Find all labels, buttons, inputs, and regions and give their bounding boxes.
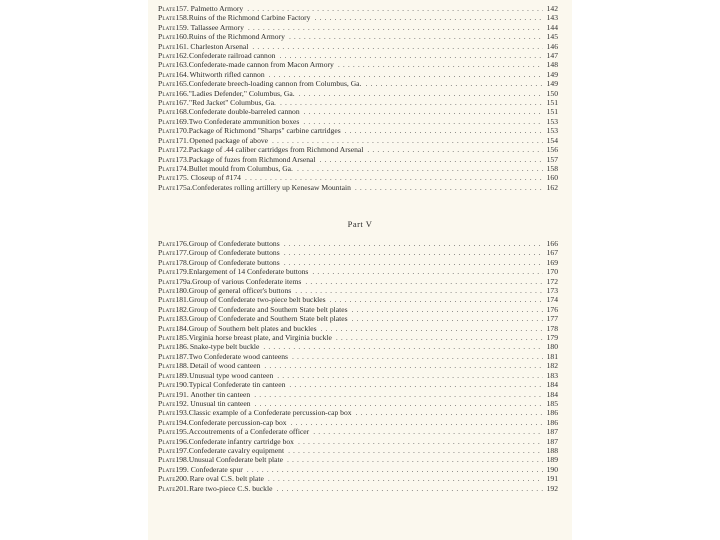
- plate-number: 184.: [175, 323, 189, 333]
- plate-entry: [158, 51, 558, 60]
- plate-number: 189.: [175, 370, 189, 380]
- plate-title: Palmetto Armory: [190, 4, 244, 13]
- plate-label: Plate: [158, 455, 176, 465]
- plate-label: Plate: [158, 107, 176, 117]
- plate-number: 159.: [175, 22, 189, 32]
- dot-leader: [284, 258, 543, 267]
- dot-leader: [338, 60, 543, 69]
- plate-number: 185.: [175, 333, 189, 343]
- dot-leader: [352, 314, 543, 323]
- plate-title: Package of fuzes from Richmond Arsenal: [188, 154, 316, 164]
- plate-entry: [158, 342, 558, 351]
- plate-number: 186.: [175, 342, 189, 352]
- plate-label: Plate: [158, 4, 176, 13]
- plate-title: Confederate percussion-cap box: [188, 417, 287, 427]
- plate-title: Confederate cavalry equipment: [188, 445, 285, 455]
- plate-title: Confederate double-barreled cannon: [188, 107, 300, 117]
- plate-title: Unusual tin canteen: [190, 398, 251, 408]
- plate-label: Plate: [158, 60, 176, 70]
- plate-title: Group of various Confederate items: [192, 276, 302, 286]
- page-number: 148: [546, 60, 558, 70]
- plate-label: Plate: [158, 79, 176, 89]
- plate-entry: [158, 352, 558, 361]
- plate-label: Plate: [158, 436, 176, 446]
- plate-title: "Ladies Defender," Columbus, Ga.: [188, 88, 295, 98]
- plate-label: Plate: [158, 116, 176, 126]
- page-number: 184: [546, 380, 558, 390]
- page-number: 187: [546, 436, 558, 446]
- plate-title: Virginia horse breast plate, and Virginia buckle: [188, 333, 332, 343]
- plate-title: Confederate railroad cannon: [189, 51, 276, 61]
- plate-label: Plate: [158, 88, 176, 98]
- plate-entry: [158, 32, 558, 41]
- plate-number: 187.: [175, 351, 189, 361]
- plate-title: Confederate-made cannon from Macon Armory: [188, 60, 334, 70]
- page-number: 174: [546, 295, 558, 305]
- plate-number: 195.: [175, 427, 189, 437]
- dot-leader: [356, 408, 543, 417]
- page-number: 176: [546, 304, 558, 314]
- plate-number: 177.: [175, 248, 189, 258]
- part-heading: Part V: [347, 219, 373, 229]
- plate-entry: [158, 446, 558, 455]
- dot-leader: [355, 183, 543, 192]
- plate-number: 183.: [175, 314, 189, 324]
- dot-leader: [367, 145, 542, 154]
- plate-title: Snake-type belt buckle: [189, 342, 260, 352]
- plate-label: Plate: [158, 464, 176, 474]
- dot-leader: [279, 51, 542, 60]
- plate-number: 166.: [175, 88, 189, 98]
- dot-leader: [247, 465, 543, 474]
- page-number: 153: [546, 116, 558, 126]
- dot-leader: [288, 446, 543, 455]
- dot-leader: [336, 333, 543, 342]
- plate-number: 182.: [175, 304, 189, 314]
- plate-entry: [158, 455, 558, 464]
- plate-entry: [158, 79, 558, 88]
- plate-entry: [158, 484, 558, 493]
- dot-leader: [276, 484, 542, 493]
- plate-title: Group of Confederate and Southern State belt plates: [188, 314, 348, 324]
- page-number: 170: [546, 267, 558, 277]
- plate-number: 179a.: [175, 276, 193, 286]
- plate-number: 176.: [175, 239, 189, 248]
- dot-leader: [245, 173, 543, 182]
- plate-entry: [158, 314, 558, 323]
- plate-entry: [158, 4, 558, 13]
- plate-entry: [158, 286, 558, 295]
- page-number: 151: [546, 107, 558, 117]
- plate-number: 165.: [175, 79, 189, 89]
- dot-leader: [330, 295, 543, 304]
- plate-title: Group of Confederate two-piece belt buckles: [188, 295, 326, 305]
- dot-leader: [314, 13, 542, 22]
- plate-title: Opened package of above: [189, 135, 269, 145]
- plate-number: 188.: [175, 361, 189, 371]
- plate-label: Plate: [158, 351, 176, 361]
- page-number: 188: [546, 445, 558, 455]
- plate-title: Group of Confederate buttons: [188, 248, 280, 258]
- plate-label: Plate: [158, 126, 176, 136]
- dot-leader: [255, 399, 543, 408]
- page-number: 179: [546, 333, 558, 343]
- plate-number: 179.: [175, 267, 189, 277]
- plate-title: Two Confederate ammunition boxes: [188, 116, 300, 126]
- plate-title: Group of Southern belt plates and buckles: [188, 323, 317, 333]
- plate-entry: [158, 437, 558, 446]
- plate-title: Charleston Arsenal: [190, 41, 249, 51]
- plate-number: 178.: [175, 257, 189, 267]
- dot-leader: [352, 305, 543, 314]
- plate-title: Ruins of the Richmond Carbine Factory: [188, 13, 311, 23]
- plate-title: Bullet mould from Columbus, Ga.: [188, 163, 293, 173]
- page-number: 144: [546, 22, 558, 32]
- page-number: 154: [546, 135, 558, 145]
- plate-title: Whitworth rifled cannon: [189, 69, 265, 79]
- plate-entry: [158, 145, 558, 154]
- plate-number: 157.: [175, 4, 189, 13]
- plate-entry: [158, 371, 558, 380]
- page-number: 149: [546, 79, 558, 89]
- plate-title: Ruins of the Richmond Armory: [188, 32, 285, 42]
- page-number: 178: [546, 323, 558, 333]
- dot-leader: [295, 286, 542, 295]
- plate-title: Confederate spur: [190, 464, 243, 474]
- plate-entry: [158, 390, 558, 399]
- plate-label: Plate: [158, 474, 176, 484]
- plate-label: Plate: [158, 32, 176, 42]
- plate-entry: [158, 173, 558, 182]
- page-number: 151: [546, 98, 558, 108]
- plate-entry: [158, 418, 558, 427]
- dot-leader: [280, 98, 543, 107]
- plate-number: 192.: [175, 398, 189, 408]
- page-number: 169: [546, 257, 558, 267]
- plate-label: Plate: [158, 417, 176, 427]
- page-number: 177: [546, 314, 558, 324]
- plate-title: Two Confederate wood canteens: [188, 351, 288, 361]
- plate-label: Plate: [158, 370, 176, 380]
- plate-title: Another tin canteen: [190, 389, 251, 399]
- book-page: [148, 0, 572, 540]
- plate-entry: [158, 13, 558, 22]
- plate-label: Plate: [158, 51, 176, 61]
- plate-number: 163.: [175, 60, 189, 70]
- page-number: 158: [546, 163, 558, 173]
- plate-number: 158.: [175, 13, 189, 23]
- plate-title: Package of Richmond "Sharps" carbine cartridges: [188, 126, 341, 136]
- plate-entry: [158, 183, 558, 192]
- plate-label: Plate: [158, 304, 176, 314]
- plate-title: Confederates rolling artillery up Kenesaw Mountain: [192, 182, 351, 192]
- dot-leader: [298, 437, 543, 446]
- plate-entry: [158, 380, 558, 389]
- dot-leader: [269, 70, 543, 79]
- plate-number: 169.: [175, 116, 189, 126]
- plate-number: 201.: [175, 483, 189, 493]
- plate-entry: [158, 107, 558, 116]
- plate-label: Plate: [158, 408, 176, 418]
- plate-label: Plate: [158, 154, 176, 164]
- dot-leader: [289, 32, 543, 41]
- plate-label: Plate: [158, 145, 176, 155]
- dot-leader: [254, 390, 542, 399]
- plate-entry: [158, 155, 558, 164]
- dot-leader: [321, 324, 543, 333]
- plate-label: Plate: [158, 98, 176, 108]
- plate-entry: [158, 277, 558, 286]
- plate-entry: [158, 399, 558, 408]
- plate-number: 167.: [175, 98, 189, 108]
- dot-leader: [287, 455, 543, 464]
- plate-entry: [158, 408, 558, 417]
- plate-label: Plate: [158, 163, 176, 173]
- page-number: 149: [546, 69, 558, 79]
- plate-list-part-v: [158, 239, 558, 493]
- dot-leader: [304, 107, 543, 116]
- dot-leader: [292, 352, 543, 361]
- dot-leader: [284, 248, 543, 257]
- plate-number: 194.: [175, 417, 189, 427]
- plate-title: Confederate breech-loading cannon from Columbus, Ga.: [188, 79, 362, 89]
- plate-title: Closeup of #174: [190, 173, 241, 183]
- plate-number: 174.: [175, 163, 189, 173]
- plate-label: Plate: [158, 182, 176, 192]
- dot-leader: [252, 42, 542, 51]
- plate-label: Plate: [158, 323, 176, 333]
- plate-entry: [158, 98, 558, 107]
- dot-leader: [365, 79, 542, 88]
- plate-title: Detail of wood canteen: [189, 361, 261, 371]
- plate-label: Plate: [158, 257, 176, 267]
- dot-leader: [299, 89, 543, 98]
- plate-label: Plate: [158, 13, 176, 23]
- page-number: 172: [546, 276, 558, 286]
- dot-leader: [289, 380, 542, 389]
- plate-number: 200.: [175, 474, 189, 484]
- page-number: 181: [546, 351, 558, 361]
- plate-label: Plate: [158, 22, 176, 32]
- plate-number: 170.: [175, 126, 189, 136]
- dot-leader: [247, 4, 542, 13]
- plate-entry: [158, 23, 558, 32]
- dot-leader: [272, 136, 543, 145]
- dot-leader: [312, 267, 542, 276]
- plate-entry: [158, 465, 558, 474]
- dot-leader: [297, 164, 543, 173]
- dot-leader: [277, 371, 542, 380]
- plate-label: Plate: [158, 314, 176, 324]
- plate-number: 190.: [175, 380, 189, 390]
- page-number: 192: [546, 483, 558, 493]
- plate-number: 175a.: [175, 182, 193, 192]
- page-number: 145: [546, 32, 558, 42]
- page-number: 190: [546, 464, 558, 474]
- plate-title: Typical Confederate tin canteen: [188, 380, 286, 390]
- plate-number: 191.: [175, 389, 189, 399]
- plate-number: 172.: [175, 145, 189, 155]
- plate-label: Plate: [158, 41, 176, 51]
- page-number: 185: [546, 398, 558, 408]
- plate-title: Classic example of a Confederate percussion-cap box: [188, 408, 352, 418]
- page-number: 182: [546, 361, 558, 371]
- plate-entry: [158, 333, 558, 342]
- plate-entry: [158, 474, 558, 483]
- page-number: 189: [546, 455, 558, 465]
- plate-label: Plate: [158, 389, 176, 399]
- plate-label: Plate: [158, 361, 176, 371]
- page-number: 147: [546, 51, 558, 61]
- page-number: 143: [546, 13, 558, 23]
- page-number: 191: [546, 474, 558, 484]
- plate-number: 180.: [175, 286, 189, 296]
- plate-number: 162.: [175, 51, 189, 61]
- plate-title: Group of general officer's buttons: [188, 286, 292, 296]
- dot-leader: [268, 474, 543, 483]
- dot-leader: [263, 342, 542, 351]
- plate-entry: [158, 361, 558, 370]
- plate-label: Plate: [158, 333, 176, 343]
- plate-title: Tallassee Armory: [190, 22, 244, 32]
- plate-title: Unusual type wood canteen: [189, 370, 274, 380]
- plate-label: Plate: [158, 276, 176, 286]
- plate-number: 193.: [175, 408, 189, 418]
- dot-leader: [320, 155, 543, 164]
- plate-label: Plate: [158, 483, 176, 493]
- plate-number: 198.: [175, 455, 189, 465]
- plate-label: Plate: [158, 267, 176, 277]
- plate-number: 175.: [175, 173, 189, 183]
- plate-number: 173.: [175, 154, 189, 164]
- page-number: 162: [546, 182, 558, 192]
- dot-leader: [313, 427, 542, 436]
- plate-entry: [158, 239, 558, 248]
- plate-label: Plate: [158, 239, 176, 248]
- plate-label: Plate: [158, 69, 176, 79]
- plate-title: Group of Confederate and Southern State belt plates: [188, 304, 348, 314]
- plate-label: Plate: [158, 286, 176, 296]
- page-number: 173: [546, 286, 558, 296]
- page-number: 180: [546, 342, 558, 352]
- page-number: 157: [546, 154, 558, 164]
- plate-label: Plate: [158, 295, 176, 305]
- plate-label: Plate: [158, 248, 176, 258]
- page-number: 150: [546, 88, 558, 98]
- plate-label: Plate: [158, 342, 176, 352]
- plate-number: 161.: [175, 41, 189, 51]
- page-number: 187: [546, 427, 558, 437]
- plate-number: 164.: [175, 69, 189, 79]
- plate-label: Plate: [158, 445, 176, 455]
- page-number: 167: [546, 248, 558, 258]
- plate-number: 171.: [175, 135, 189, 145]
- dot-leader: [305, 277, 542, 286]
- plate-entry: [158, 42, 558, 51]
- dot-leader: [284, 239, 543, 248]
- dot-leader: [303, 117, 542, 126]
- plate-number: 197.: [175, 445, 189, 455]
- page-number: 142: [546, 4, 558, 13]
- dot-leader: [345, 126, 543, 135]
- dot-leader: [248, 23, 543, 32]
- page-number: 186: [546, 408, 558, 418]
- plate-entry: [158, 89, 558, 98]
- plate-title: Rare oval C.S. belt plate: [189, 474, 264, 484]
- page-number: 160: [546, 173, 558, 183]
- plate-entry: [158, 427, 558, 436]
- plate-title: Group of Confederate buttons: [188, 239, 280, 248]
- plate-title: Group of Confederate buttons: [188, 257, 280, 267]
- plate-number: 160.: [175, 32, 189, 42]
- plate-entry: [158, 267, 558, 276]
- plate-title: Enlargement of 14 Confederate buttons: [188, 267, 309, 277]
- plate-title: Package of .44 caliber cartridges from Richmond Arsenal: [188, 145, 364, 155]
- page-number: 166: [546, 239, 558, 248]
- plate-title: Accoutrements of a Confederate officer: [188, 427, 310, 437]
- page-number: 184: [546, 389, 558, 399]
- plate-entry: [158, 136, 558, 145]
- plate-number: 196.: [175, 436, 189, 446]
- plate-entry: [158, 70, 558, 79]
- plate-label: Plate: [158, 380, 176, 390]
- plate-title: "Red Jacket" Columbus, Ga.: [188, 98, 276, 108]
- dot-leader: [291, 418, 543, 427]
- plate-entry: [158, 164, 558, 173]
- plate-label: Plate: [158, 427, 176, 437]
- plate-entry: [158, 248, 558, 257]
- plate-entry: [158, 258, 558, 267]
- plate-number: 168.: [175, 107, 189, 117]
- plate-number: 199.: [175, 464, 189, 474]
- plate-entry: [158, 117, 558, 126]
- page-number: 186: [546, 417, 558, 427]
- page-number: 156: [546, 145, 558, 155]
- plate-list-part-iv: [158, 4, 558, 192]
- plate-entry: [158, 295, 558, 304]
- page-number: 183: [546, 370, 558, 380]
- plate-label: Plate: [158, 398, 176, 408]
- plate-entry: [158, 60, 558, 69]
- plate-entry: [158, 324, 558, 333]
- plate-entry: [158, 305, 558, 314]
- plate-title: Rare two-piece C.S. buckle: [189, 483, 273, 493]
- dot-leader: [264, 361, 542, 370]
- plate-entry: [158, 126, 558, 135]
- plate-title: Unusual Confederate belt plate: [188, 455, 284, 465]
- plate-title: Confederate infantry cartridge box: [188, 436, 294, 446]
- page-number: 153: [546, 126, 558, 136]
- plate-label: Plate: [158, 135, 176, 145]
- plate-number: 181.: [175, 295, 189, 305]
- plate-label: Plate: [158, 173, 176, 183]
- page-number: 146: [546, 41, 558, 51]
